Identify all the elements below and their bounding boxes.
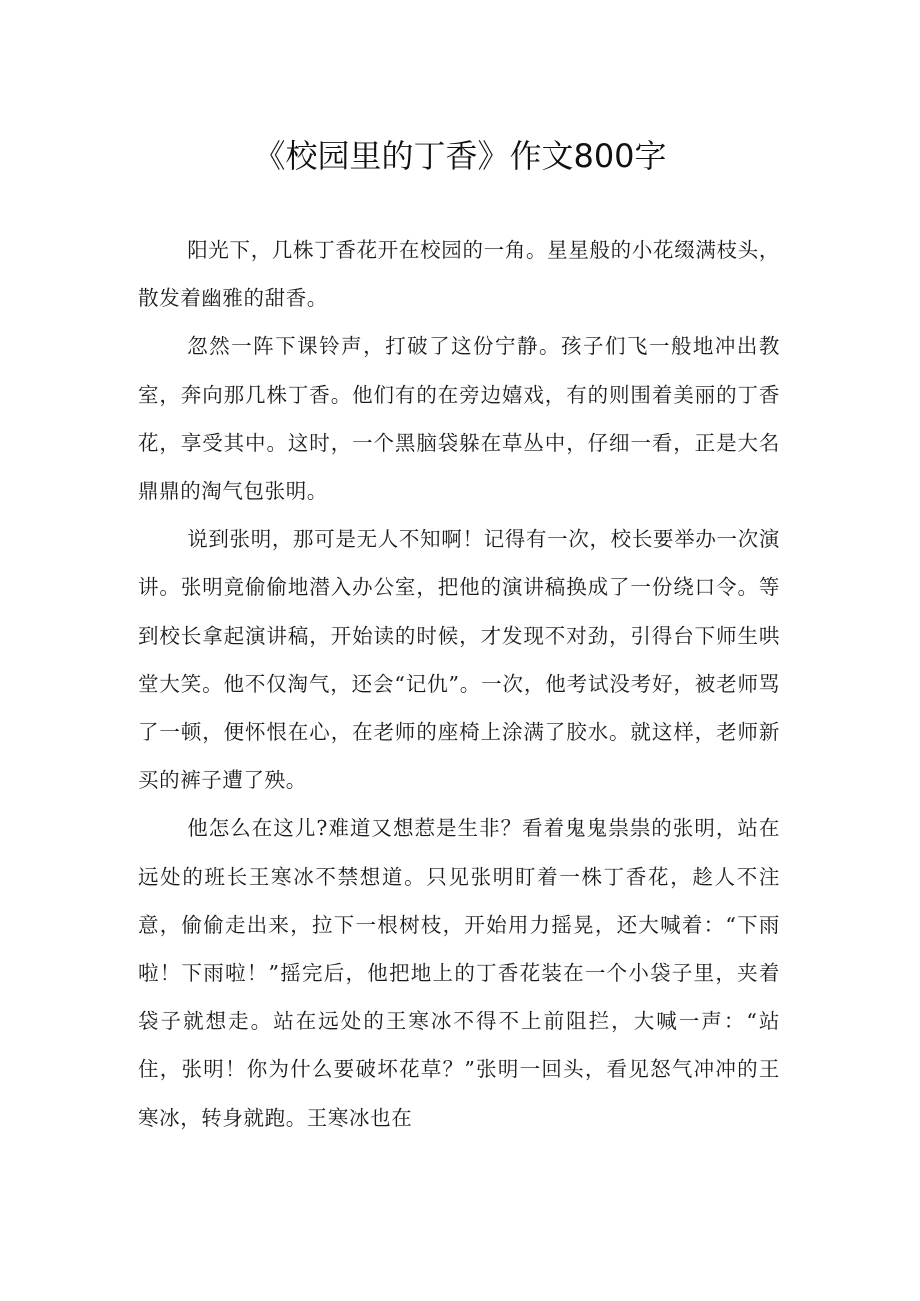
paragraph-4: 他怎么在这儿?难道又想惹是生非？看着鬼鬼祟祟的张明，站在远处的班长王寒冰不禁想道。只见张明盯着一株丁香花，趁人不注意，偷偷走出来，拉下一根树枝，开始用力摇晃，还大喊着：“下雨啦！下雨啦！”摇完后，他把地上的丁香花装在一个小袋子里，夹着袋子就想走。站在远处的王寒冰不得不上前阻拦，大喊一声：“站住，张明！你为什么要破坏花草？”张明一回头，看见怒气冲冲的王寒冰，转身就跑。王寒冰也在: [138, 816, 780, 1130]
paragraph-1: 阳光下，几株丁香花开在校园的一角。星星般的小花缀满枝头，散发着幽雅的甜香。: [138, 238, 780, 311]
document-title: 《校园里的丁香》作文800字: [253, 137, 667, 175]
document-body: [138, 226, 780, 1142]
paragraph-3: 说到张明，那可是无人不知啊！记得有一次，校长要举办一次演讲。张明竟偷偷地潜入办公室，把他的演讲稿换成了一份绕口令。等到校长拿起演讲稿，开始读的时候，才发现不对劲，引得台下师生哄堂大笑。他不仅淘气，还会“记仇”。一次，他考试没考好，被老师骂了一顿，便怀恨在心，在老师的座椅上涂满了胶水。就这样，老师新买的裤子遭了殃。: [138, 527, 780, 793]
paragraph-2: 忽然一阵下课铃声，打破了这份宁静。孩子们飞一般地冲出教室，奔向那几株丁香。他们有的在旁边嬉戏，有的则围着美丽的丁香花，享受其中。这时，一个黑脑袋躲在草丛中，仔细一看，正是大名鼎鼎的淘气包张明。: [138, 334, 780, 504]
